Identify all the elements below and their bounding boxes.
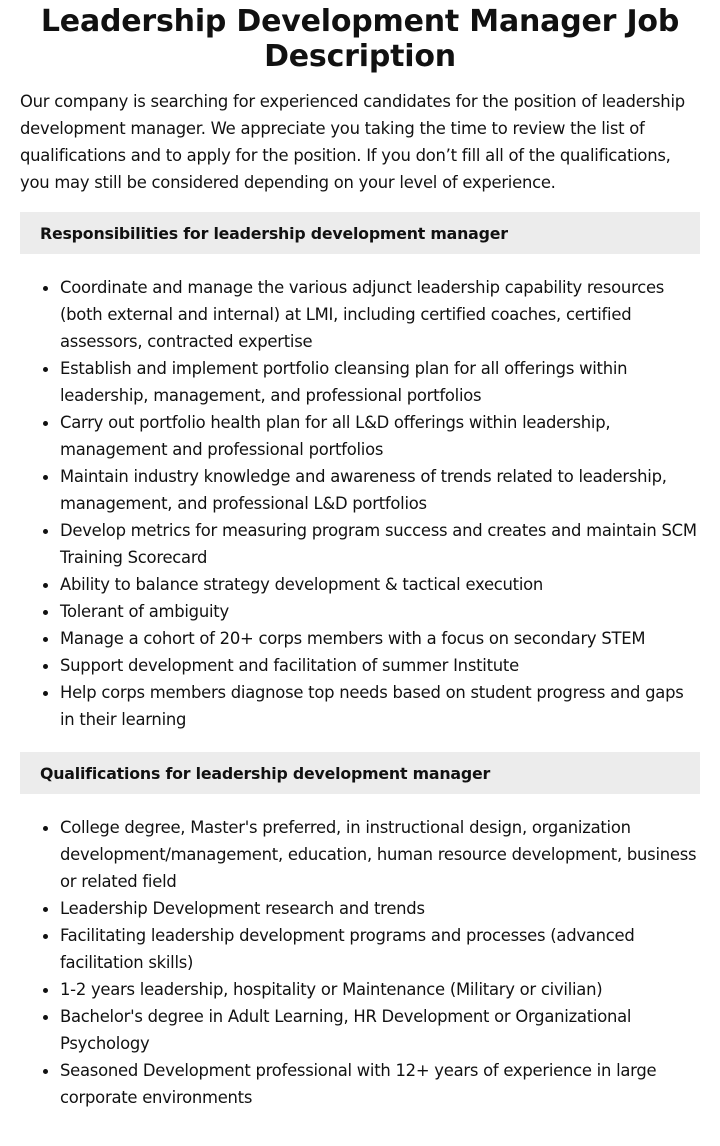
responsibilities-heading: Responsibilities for leadership development manager <box>40 223 508 243</box>
list-item-text: Carry out portfolio health plan for all L&D offerings within leadership, management and professional portfolios <box>60 413 611 459</box>
responsibilities-header <box>20 212 700 254</box>
list-item <box>60 652 700 679</box>
bullet-icon <box>43 367 48 372</box>
list-item-text: Establish and implement portfolio cleansing plan for all offerings within leadership, management, and professional portfolios <box>60 359 628 405</box>
bullet-icon <box>43 664 48 669</box>
responsibilities-list <box>20 274 700 733</box>
bullet-icon <box>43 529 48 534</box>
bullet-icon <box>43 637 48 642</box>
list-item-text: Develop metrics for measuring program success and creates and maintain SCM Training Scorecard <box>60 521 697 567</box>
list-item <box>60 679 700 733</box>
bullet-icon <box>43 826 48 831</box>
list-item-text: Ability to balance strategy development & tactical execution <box>60 575 544 594</box>
list-item <box>60 409 700 463</box>
bullet-icon <box>43 286 48 291</box>
list-item <box>60 1003 700 1057</box>
list-item <box>60 976 700 1003</box>
list-item <box>60 517 700 571</box>
page-title: Leadership Development Manager Job Description <box>40 4 680 74</box>
list-item-text: Leadership Development research and trends <box>60 899 425 918</box>
qualifications-list <box>20 814 700 1111</box>
bullet-icon <box>43 691 48 696</box>
qualifications-heading: Qualifications for leadership development manager <box>40 763 491 783</box>
bullet-icon <box>43 583 48 588</box>
list-item-text: 1-2 years leadership, hospitality or Maintenance (Military or civilian) <box>60 980 603 999</box>
bullet-icon <box>43 1069 48 1074</box>
bullet-icon <box>43 421 48 426</box>
qualifications-header <box>20 752 700 794</box>
bullet-icon <box>43 610 48 615</box>
list-item <box>60 463 700 517</box>
list-item <box>60 895 700 922</box>
list-item <box>60 598 700 625</box>
list-item <box>60 274 700 355</box>
bullet-icon <box>43 988 48 993</box>
intro-paragraph: Our company is searching for experienced candidates for the position of leadership development manager. We appreciate you taking the time to review the list of qualifications and to apply for the position. If you don’t fill all of the qualifications, you may still be considered depending on your level of experience. <box>20 92 685 192</box>
bullet-icon <box>43 934 48 939</box>
list-item-text: Maintain industry knowledge and awareness of trends related to leadership, management, and professional L&D portfolios <box>60 467 667 513</box>
list-item <box>60 571 700 598</box>
list-item <box>60 355 700 409</box>
list-item <box>60 1057 700 1111</box>
list-item <box>60 625 700 652</box>
list-item-text: Seasoned Development professional with 12+ years of experience in large corporate environments <box>60 1061 657 1107</box>
list-item-text: Manage a cohort of 20+ corps members with a focus on secondary STEM <box>60 629 646 648</box>
list-item-text: Bachelor's degree in Adult Learning, HR Development or Organizational Psychology <box>60 1007 632 1053</box>
bullet-icon <box>43 1015 48 1020</box>
list-item-text: Support development and facilitation of summer Institute <box>60 656 519 675</box>
list-item <box>60 814 700 895</box>
bullet-icon <box>43 475 48 480</box>
list-item-text: Facilitating leadership development programs and processes (advanced facilitation skills) <box>60 926 635 972</box>
list-item-text: College degree, Master's preferred, in instructional design, organization development/management, education, human resource development, business or related field <box>60 818 697 891</box>
list-item-text: Tolerant of ambiguity <box>60 602 229 621</box>
list-item <box>60 922 700 976</box>
list-item-text: Help corps members diagnose top needs based on student progress and gaps in their learning <box>60 683 684 729</box>
bullet-icon <box>43 907 48 912</box>
list-item-text: Coordinate and manage the various adjunct leadership capability resources (both external and internal) at LMI, including certified coaches, certified assessors, contracted expertise <box>60 278 665 351</box>
